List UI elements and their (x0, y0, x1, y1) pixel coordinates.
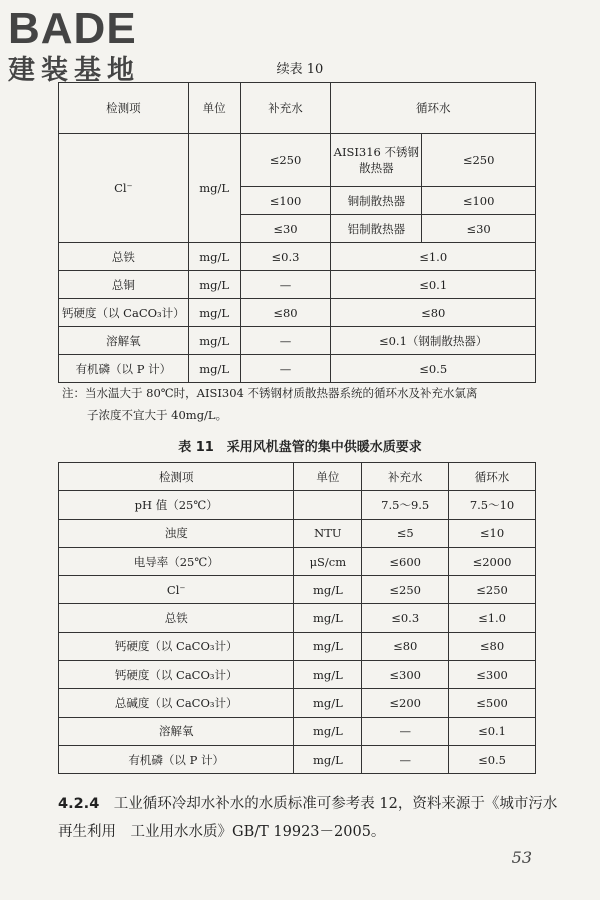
circulating-cell: ≤0.1（钢制散热器） (331, 327, 536, 355)
circulating-cell: ≤0.1 (331, 271, 536, 299)
unit-cell: mg/L (294, 576, 362, 604)
table-10-continued (58, 82, 536, 383)
table-row (59, 604, 536, 632)
makeup-cell: ≤250 (240, 134, 331, 187)
table-row (59, 491, 536, 519)
unit-cell: mg/L (294, 689, 362, 717)
circulating-cell: 7.5～10 (449, 491, 536, 519)
makeup-cell: — (240, 271, 331, 299)
unit-cell: mg/L (294, 717, 362, 745)
circulating-cell: ≤500 (449, 689, 536, 717)
item-cell: 有机磷（以 P 计） (59, 745, 294, 773)
makeup-cell: — (240, 355, 331, 383)
table-11-title: 表 11 采用风机盘管的集中供暖水质要求 (178, 440, 422, 455)
makeup-cell: ≤250 (362, 576, 449, 604)
item-cell: 溶解氧 (59, 717, 294, 745)
item-cell: 总碱度（以 CaCO₃计） (59, 689, 294, 717)
unit-cell: mg/L (188, 355, 240, 383)
unit-cell: mg/L (188, 134, 240, 243)
unit-cell: mg/L (294, 661, 362, 689)
note-line: 注：当水温大于 80℃时，AISI304 不锈钢材质散热器系统的循环水及补充水氯离 (62, 386, 478, 400)
circulating-cell: ≤0.1 (449, 717, 536, 745)
header-cell: 循环水 (449, 463, 536, 491)
page-number: 53 (511, 848, 532, 867)
table-row (59, 632, 536, 660)
table-row (59, 519, 536, 547)
makeup-cell: ≤80 (240, 299, 331, 327)
table-row (59, 355, 536, 383)
unit-cell: μS/cm (294, 547, 362, 575)
unit-cell: mg/L (188, 243, 240, 271)
header-cell: 补充水 (362, 463, 449, 491)
circulating-cell: ≤1.0 (449, 604, 536, 632)
makeup-cell: 7.5～9.5 (362, 491, 449, 519)
item-cell: 钙硬度（以 CaCO₃计） (59, 632, 294, 660)
table-header-row (59, 463, 536, 491)
circulating-cell: ≤2000 (449, 547, 536, 575)
site-logo (8, 6, 178, 92)
circulating-cell: ≤1.0 (331, 243, 536, 271)
header-cell: 检测项 (59, 463, 294, 491)
circulating-cell: ≤300 (449, 661, 536, 689)
radiator-type-cell: 铜制散热器 (331, 187, 422, 215)
header-cell: 循环水 (331, 83, 536, 134)
body-paragraph (58, 790, 558, 846)
table-row (59, 243, 536, 271)
item-cell: 总铜 (59, 271, 189, 299)
header-cell: 单位 (294, 463, 362, 491)
item-cell: 电导率（25℃） (59, 547, 294, 575)
radiator-type-cell: AISI316 不锈钢散热器 (331, 134, 422, 187)
table-row (59, 661, 536, 689)
header-cell: 检测项 (59, 83, 189, 134)
item-cell: 钙硬度（以 CaCO₃计） (59, 299, 189, 327)
unit-cell: mg/L (188, 271, 240, 299)
makeup-cell: ≤300 (362, 661, 449, 689)
unit-cell: mg/L (294, 604, 362, 632)
continued-table-title: 续表 10 (276, 62, 324, 77)
makeup-cell: — (240, 327, 331, 355)
makeup-cell: ≤100 (240, 187, 331, 215)
item-cell: 浊度 (59, 519, 294, 547)
paragraph-text: 工业循环冷却水补水的水质标准可参考表 12，资料来源于《城市污水再生利用 工业用水水质》GB/T 19923－2005。 (58, 796, 558, 840)
makeup-cell: ≤0.3 (362, 604, 449, 632)
makeup-cell: ≤30 (240, 215, 331, 243)
table-row (59, 576, 536, 604)
unit-cell: mg/L (294, 632, 362, 660)
note-line: 子浓度不宜大于 40mg/L。 (87, 408, 228, 422)
item-cell: Cl⁻ (59, 576, 294, 604)
makeup-cell: ≤5 (362, 519, 449, 547)
makeup-cell: — (362, 717, 449, 745)
table-note (62, 382, 552, 426)
unit-cell: mg/L (188, 327, 240, 355)
table-header-row (59, 83, 536, 134)
table-row (59, 271, 536, 299)
makeup-cell: ≤0.3 (240, 243, 331, 271)
circulating-cell: ≤0.5 (331, 355, 536, 383)
unit-cell: mg/L (294, 745, 362, 773)
item-cell: 溶解氧 (59, 327, 189, 355)
item-cell: pH 值（25℃） (59, 491, 294, 519)
circulating-cell: ≤0.5 (449, 745, 536, 773)
item-cell: 总铁 (59, 243, 189, 271)
item-cell: 有机磷（以 P 计） (59, 355, 189, 383)
makeup-cell: ≤80 (362, 632, 449, 660)
header-cell: 补充水 (240, 83, 331, 134)
circulating-cell: ≤10 (449, 519, 536, 547)
section-number: 4.2.4 (58, 796, 100, 812)
circulating-cell: ≤250 (422, 134, 536, 187)
logo-subtitle: 建装基地 (8, 55, 140, 86)
circulating-cell: ≤30 (422, 215, 536, 243)
radiator-type-cell: 铝制散热器 (331, 215, 422, 243)
makeup-cell: ≤200 (362, 689, 449, 717)
circulating-cell: ≤80 (331, 299, 536, 327)
table-row (59, 717, 536, 745)
table-row (59, 299, 536, 327)
circulating-cell: ≤250 (449, 576, 536, 604)
table-row (59, 327, 536, 355)
table-row (59, 547, 536, 575)
table-row (59, 689, 536, 717)
table-row (59, 134, 536, 187)
item-cell: Cl⁻ (59, 134, 189, 243)
circulating-cell: ≤100 (422, 187, 536, 215)
item-cell: 总铁 (59, 604, 294, 632)
table-11 (58, 462, 536, 774)
makeup-cell: ≤600 (362, 547, 449, 575)
makeup-cell: — (362, 745, 449, 773)
circulating-cell: ≤80 (449, 632, 536, 660)
unit-cell: mg/L (188, 299, 240, 327)
unit-cell: NTU (294, 519, 362, 547)
unit-cell (294, 491, 362, 519)
logo-wordmark: BADE (8, 4, 137, 53)
table-row (59, 745, 536, 773)
header-cell: 单位 (188, 83, 240, 134)
item-cell: 钙硬度（以 CaCO₃计） (59, 661, 294, 689)
